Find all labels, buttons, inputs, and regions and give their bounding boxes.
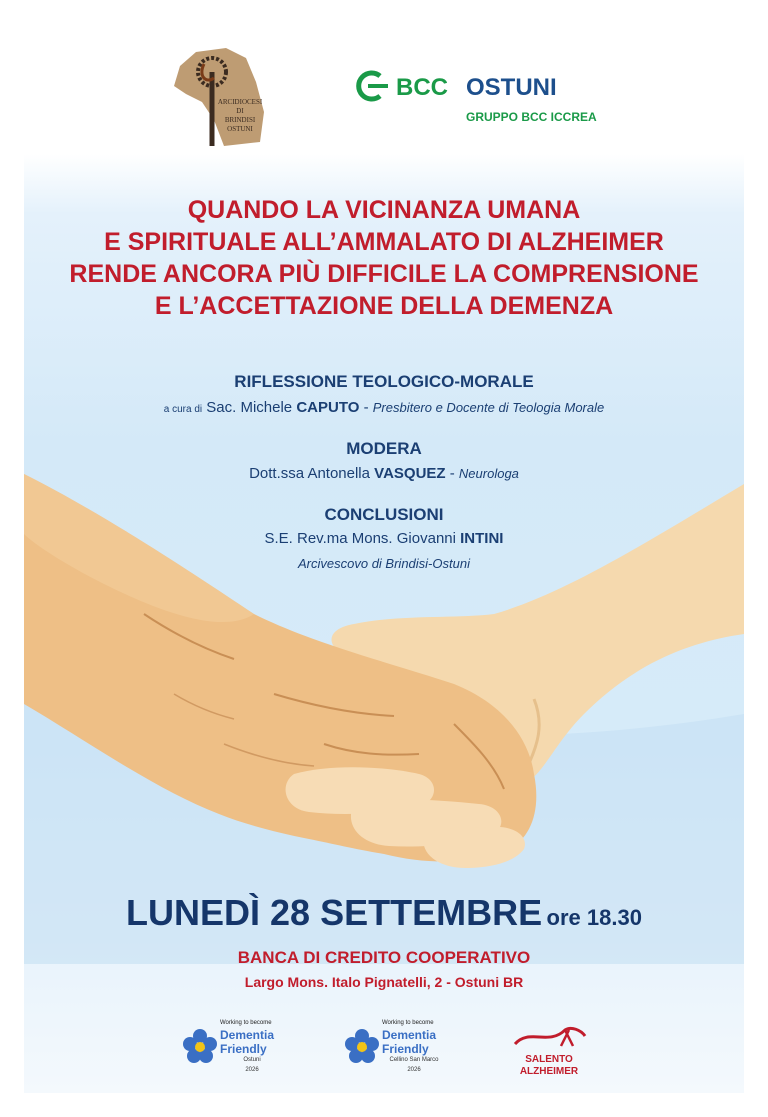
archdiocese-logo: [164, 42, 274, 152]
speaker-last-name: CAPUTO: [296, 399, 360, 416]
dementia-working-label: Working to become: [220, 1020, 272, 1026]
event-venue: BANCA DI CREDITO COOPERATIVO: [237, 948, 531, 967]
archdiocese-text: [210, 98, 270, 134]
dementia-label: Dementia: [220, 1028, 275, 1042]
dementia-location: Ostuni: [243, 1057, 261, 1063]
moderator-role: Neurologa: [458, 466, 519, 481]
dementia-year: 2026: [245, 1067, 259, 1073]
friendly-label: Friendly: [220, 1042, 267, 1056]
salento-alzheimer-logo: [504, 1024, 594, 1080]
moderator-line: [24, 465, 744, 482]
poster: [24, 24, 744, 1093]
event-time: ore 18.30: [546, 905, 642, 930]
dementia-year: 2026: [407, 1067, 421, 1073]
dementia-friendly-cellino-logo: [342, 1020, 502, 1080]
forget-me-not-icon: [180, 1026, 220, 1066]
friendly-label: Friendly: [382, 1042, 429, 1056]
alzheimer-label: ALZHEIMER: [519, 1066, 579, 1077]
dementia-friendly-ostuni-logo: [180, 1020, 340, 1080]
conclusions-last-name: INTINI: [460, 530, 504, 547]
event-date-line: [24, 892, 744, 934]
dementia-location: Cellino San Marco: [389, 1057, 439, 1063]
event-address: Largo Mons. Italo Pignatelli, 2 - Ostuni BR: [244, 974, 524, 990]
archdiocese-line-1: ARCIDIOCESI: [217, 98, 263, 106]
moderator-first-name: Dott.ssa Antonella: [249, 465, 370, 482]
bcc-logo-icon: [354, 70, 390, 102]
dementia-label: Dementia: [382, 1028, 437, 1042]
moderator-separator: -: [449, 465, 455, 482]
archdiocese-line-3: BRINDISI: [224, 116, 256, 124]
conclusions-role: Arcivescovo di Brindisi-Ostuni: [298, 556, 470, 571]
title-line-2: E SPIRITUALE ALL’AMMALATO DI ALZHEIMER: [104, 228, 664, 256]
forget-me-not-icon: [342, 1026, 382, 1066]
section-heading-conclusions: CONCLUSIONI: [324, 505, 444, 524]
bcc-logo-text: BCC: [396, 74, 448, 101]
ribbon-icon: [509, 1024, 589, 1052]
title-line-3: RENDE ANCORA PIÙ DIFFICILE LA COMPRENSIONE: [69, 260, 699, 288]
speaker-separator: -: [363, 399, 369, 416]
archdiocese-line-2: DI: [236, 107, 244, 115]
dementia-working-label: Working to become: [382, 1020, 434, 1026]
event-date: LUNEDÌ 28 SETTEMBRE: [126, 892, 543, 933]
ostuni-logo-text: OSTUNI: [466, 74, 557, 101]
event-title: [24, 194, 744, 322]
speaker-line-reflection: [24, 399, 744, 416]
conclusions-first-name: S.E. Rev.ma Mons. Giovanni: [264, 530, 456, 547]
title-line-4: E L’ACCETTAZIONE DELLA DEMENZA: [154, 292, 614, 320]
section-heading-moderator: MODERA: [346, 439, 422, 458]
title-line-1: QUANDO LA VICINANZA UMANA: [187, 196, 581, 224]
bank-group-text: GRUPPO BCC ICCREA: [466, 110, 597, 124]
speaker-role: Presbitero e Docente di Teologia Morale: [372, 400, 605, 415]
speaker-first-name: Sac. Michele: [206, 399, 293, 416]
moderator-last-name: VASQUEZ: [374, 465, 446, 482]
section-heading-reflection: RIFLESSIONE TEOLOGICO-MORALE: [234, 372, 534, 391]
speaker-prefix: a cura di: [163, 404, 203, 415]
conclusions-speaker-line: [24, 530, 744, 547]
archdiocese-line-4: OSTUNI: [227, 125, 253, 133]
salento-label: SALENTO: [525, 1054, 573, 1065]
